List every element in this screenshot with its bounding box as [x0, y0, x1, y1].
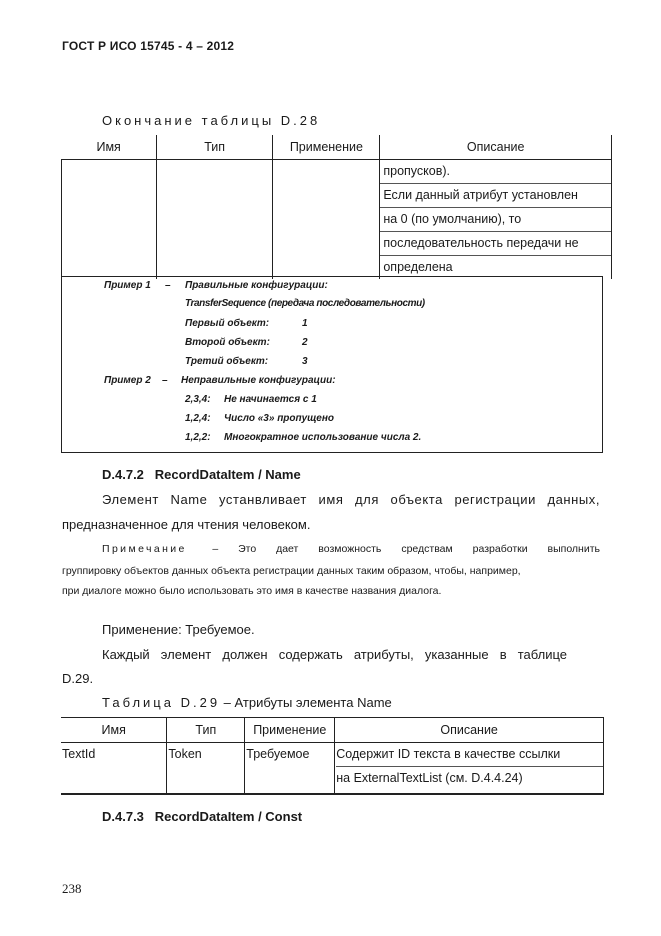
table-caption-text: – Атрибуты элемента Name [223, 695, 392, 710]
example1-row-value: 3 [302, 356, 308, 367]
page-number: 238 [62, 881, 82, 896]
example2-label: Пример 2 [104, 375, 151, 386]
paragraph-line: Элемент Name устанвливает имя для объекта регистрации данных, [102, 492, 600, 507]
cell-type [156, 160, 273, 280]
section-number: D.4.7.3 [102, 809, 144, 824]
table-row [61, 743, 604, 795]
example1-dash: – [165, 280, 171, 291]
description-lines [380, 160, 611, 279]
example2-row-code: 2,3,4: [185, 394, 211, 405]
table-row [62, 160, 612, 280]
example2-row-code: 1,2,2: [185, 432, 211, 443]
description-line: пропусков). [380, 160, 611, 184]
cell-name: TextId [62, 747, 96, 761]
cell-description [380, 160, 612, 280]
paragraph-line: предназначенное для чтения человеком. [62, 517, 311, 532]
cell-type: Token [167, 743, 245, 795]
column-header-type: Тип [167, 718, 245, 743]
example1-label: Пример 1 [104, 280, 151, 291]
example1-row-label: Первый объект: [185, 318, 270, 329]
paragraph-line: Каждый элемент должен содержать атрибуты, указанные в таблице [102, 647, 567, 662]
table-caption-label: Таблица D.29 [102, 695, 221, 710]
table-caption [102, 692, 392, 714]
paragraph-line: D.29. [62, 671, 94, 686]
description-line: определена [383, 260, 453, 274]
description-line: Если данный атрибут установлен [380, 184, 611, 208]
note-line: группировку объектов данных объекта регистрации данных таким образом, чтобы, например, [62, 565, 521, 577]
example2-row-text: Число «3» пропущено [224, 413, 334, 424]
cell-name [62, 160, 157, 280]
note-label: Примечание [102, 543, 187, 555]
table-d28-continuation [61, 135, 612, 279]
table-caption-continuation: Окончание таблицы D.28 [102, 113, 321, 128]
cell-description [335, 743, 604, 795]
example1-title: Правильные конфигурации: [185, 280, 328, 291]
note-line: при диалоге можно было использовать это имя в качестве названия диалога. [62, 585, 442, 597]
column-header-name: Имя [61, 718, 167, 743]
example2-row-code: 1,2,4: [185, 413, 211, 424]
examples-box [61, 276, 603, 453]
usage-line: Применение: Требуемое. [102, 622, 255, 637]
description-line: на 0 (по умолчанию), то [380, 208, 611, 232]
column-header-description: Описание [380, 135, 612, 160]
table-header-row [62, 135, 612, 160]
cell-usage [273, 160, 380, 280]
example2-row-text: Многократное использование числа 2. [224, 432, 422, 443]
example2-title: Неправильные конфигурации: [181, 375, 336, 386]
cell-usage: Требуемое [245, 743, 335, 795]
description-line: Содержит ID текста в качестве ссылки [336, 743, 603, 767]
column-header-name: Имя [62, 135, 157, 160]
example2-dash: – [162, 375, 168, 386]
table-d29 [61, 717, 604, 795]
section-title: RecordDataItem / Name [154, 467, 301, 482]
example1-row-label: Второй объект: [185, 337, 270, 348]
note-text: – Это дает возможность средствам разработки выполнить [212, 543, 600, 555]
section-heading [102, 467, 301, 482]
section-heading [102, 809, 302, 824]
example2-row-text: Не начинается с 1 [224, 394, 317, 405]
example1-row-label: Третий объект: [185, 356, 269, 367]
example1-sequence: TransferSequence (передача последовательности) [185, 298, 425, 309]
example1-row-value: 1 [302, 318, 308, 329]
table-bottom-rule [61, 794, 604, 795]
column-header-description: Описание [335, 718, 604, 743]
note-line [102, 538, 600, 560]
description-line: последовательность передачи не [380, 232, 611, 256]
section-title: RecordDataItem / Const [154, 809, 303, 824]
column-header-type: Тип [156, 135, 273, 160]
table-header-row [61, 718, 604, 743]
column-header-usage: Применение [245, 718, 335, 743]
document-header: ГОСТ Р ИСО 15745 - 4 – 2012 [62, 39, 235, 53]
column-header-usage: Применение [273, 135, 380, 160]
example1-row-value: 2 [302, 337, 308, 348]
section-number: D.4.7.2 [102, 467, 144, 482]
description-line: на ExternalTextList (см. D.4.4.24) [336, 771, 523, 785]
